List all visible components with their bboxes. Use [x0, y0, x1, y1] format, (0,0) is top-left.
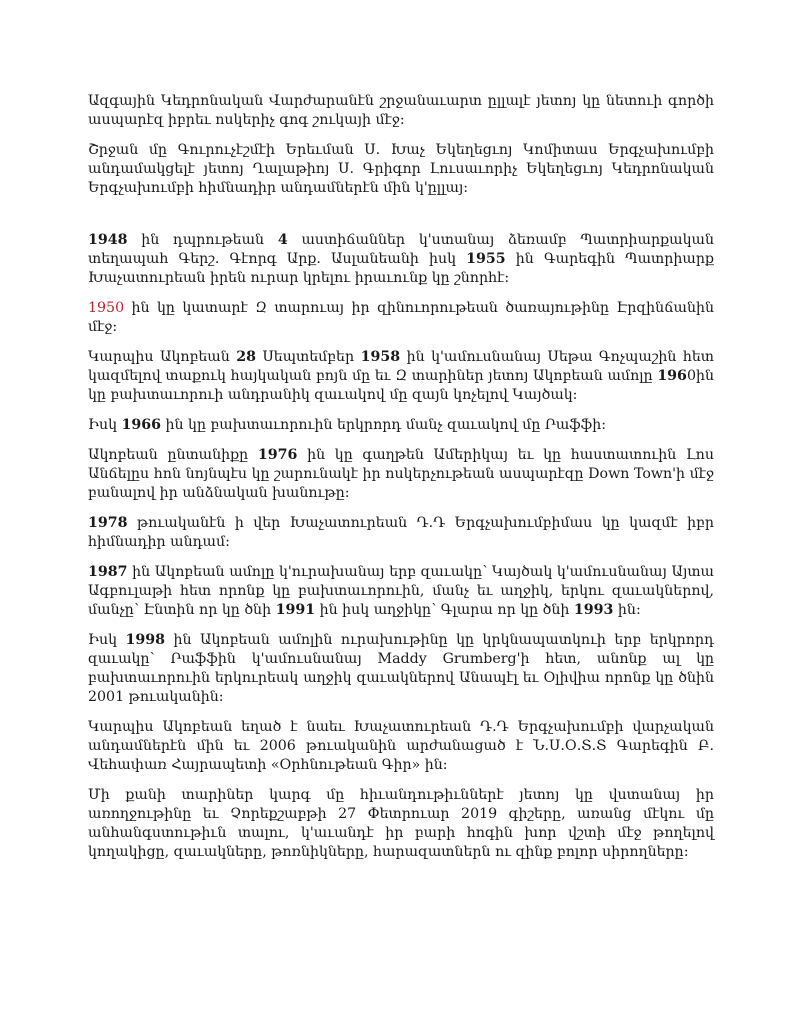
year-1966: 1966 [121, 417, 162, 433]
paragraph-7 [88, 446, 714, 503]
paragraph-8 [88, 514, 714, 552]
text-segment: Սեպտեմբեր [255, 349, 361, 365]
year-1958: 1958 [360, 349, 401, 365]
paragraph-4 [88, 299, 714, 337]
text-segment: ին Ակոբեան ամոլին ուրախութինը կը կրկնապատկուի երբ երկրորդ զաւակը՝ Րաֆֆին կ'ամուսնանայ Maddy Grumberg'ի հետ, անոնք ալ կը բախտաւորուին երկուրեակ աղջիկ զաւակներով Անապէլ եւ Օլիվիա որոնք կը ծնին 2001 թուականին։ [88, 632, 715, 705]
text-segment: Կարպիս Ակոբեան [88, 349, 237, 365]
text-segment: ին Գարեգին Պատրիարք Խաչատուրեան իրեն ուրար կրելու իրաւունք կը շնորհէ։ [88, 251, 715, 286]
paragraph-1 [88, 92, 714, 130]
text-segment: ին իսկ աղջիկը՝ Գլարա որ կը ծնի [315, 602, 574, 618]
text-segment: ին կը կատարէ Զ տարուայ իր զինուորութեան ծառայութինը Էրզինճանին մէջ։ [88, 300, 714, 335]
text-segment: Մի քանի տարիներ կարգ մը հիւանդութիւններէ յետոյ կը վստանայ իր առողջութինը եւ Չորեքշաբթի 27 Փետրուար 2019 գիշերը, առանց մէկու մը անհանգստութիւն տալու, կ'աւանդէ իր բարի հոգին խոր վշտի մէջ թողելով կողակիցը, զաւակները, թոռնիկները, հարազատներն ու զինք բոլոր սիրողները։ [88, 787, 714, 860]
year-1998: 1998 [125, 632, 165, 648]
year-1987: 1987 [88, 564, 128, 580]
text-segment: ին կ'ամուսնանայ Սեթա Գոչպաշին հետ կազմելով տաքուկ հայկական բոյն մը եւ Զ տարիներ յետոյ Ակոբեան ամոլը [88, 349, 714, 384]
text-segment: Ազգային Կեդրոնական Վարժարանէն շրջանաւարտ ըլլալէ յետոյ կը նետուի գործի ասպարէզ իբրեւ ոսկերիչ գոգ շուկայի մէջ։ [88, 93, 714, 128]
year-1960-part: 196 [657, 368, 687, 384]
text-segment: Շրջան մը Գուրուչէշմէի Երեւման Ս. Խաչ Եկեղեցւոյ Կոմիտաս Երգչախումբի անդամակցելէ յետոյ Ղալաթիոյ Ս. Գրիգոր Լուսաւորիչ Եկեղեցւոյ Կեդրոնական Երգչախումբի հիմնադիր անդամներէն մին կ'ըլլայ։ [88, 142, 714, 196]
paragraph-11 [88, 718, 714, 775]
text-segment: թուականէն ի վեր Խաչատուրեան Դ.Դ Երգչախումբիմաս կը կազմէ իբր հիմնադիր անդամ։ [88, 515, 714, 550]
text-segment: ին կը գաղթեն Ամերիկայ եւ կը հաստատուին Լոս Անճելըս հոն նոյնպէս կը շարունակէ իր ոսկերչութեան ասպարէզը Down Town'ի մէջ բանալով իր անձնական խանութը։ [88, 447, 714, 501]
year-1991: 1991 [275, 602, 316, 618]
paragraph-5 [88, 348, 714, 405]
year-1948: 1948 [88, 232, 128, 248]
year-1976: 1976 [257, 447, 298, 463]
year-1978: 1978 [88, 515, 128, 531]
text-segment: 0ին կը բախտաւորուի անդրանիկ զաւակով մը զայն կոչելով Կայծակ։ [88, 368, 714, 403]
text-segment: Իսկ [88, 632, 126, 648]
text-segment: Ակոբեան ընտանիքը [88, 447, 258, 463]
day-28: 28 [236, 349, 256, 365]
paragraph-12 [88, 786, 714, 862]
text-segment: Կարպիս Ակոբեան եղած է նաեւ Խաչատուրեան Դ.Դ Երգչախումբի վարչական անդամներէն մին եւ 2006 թուականին արժանացած է Ն.Ս.Օ.Տ.Տ Գարեգին Բ. Վեհափառ Հայրապետի «Օրհնութեան Գիր» ին։ [88, 719, 714, 773]
paragraph-3 [88, 231, 714, 288]
text-segment: ին Ակոբեան ամոլը կ'ուրախանայ երբ զաւակը՝ Կայծակ կ'ամուսնանայ Այտա Ագբուլաթի հետ որոնք կը բախտաւորուին, մանչ եւ աղջիկ, երկու զաւակներով, մանչը՝ Էնտին որ կը ծնի [88, 564, 714, 618]
text-segment: Իսկ [88, 417, 122, 433]
paragraph-9 [88, 563, 714, 620]
text-segment: աստիճաններ կ'ստանայ ձեռամբ Պատրիարքական տեղապահ Գերշ. Գէորգ Արք. Ասլանեանի իսկ [88, 232, 714, 267]
year-1993: 1993 [573, 602, 614, 618]
paragraph-6 [88, 416, 714, 435]
document-page [88, 92, 714, 873]
text-segment: ին դպրութեան [127, 232, 278, 248]
paragraph-2 [88, 141, 714, 198]
text-segment: ին կը բախտաւորուին երկրորդ մանչ զաւակով մը Րաֆֆի։ [161, 417, 607, 433]
year-1950-highlight: 1950 [88, 300, 125, 316]
paragraph-10 [88, 631, 714, 707]
year-1955: 1955 [466, 251, 506, 267]
text-segment: ին։ [613, 602, 641, 618]
degree-number: 4 [277, 232, 288, 248]
